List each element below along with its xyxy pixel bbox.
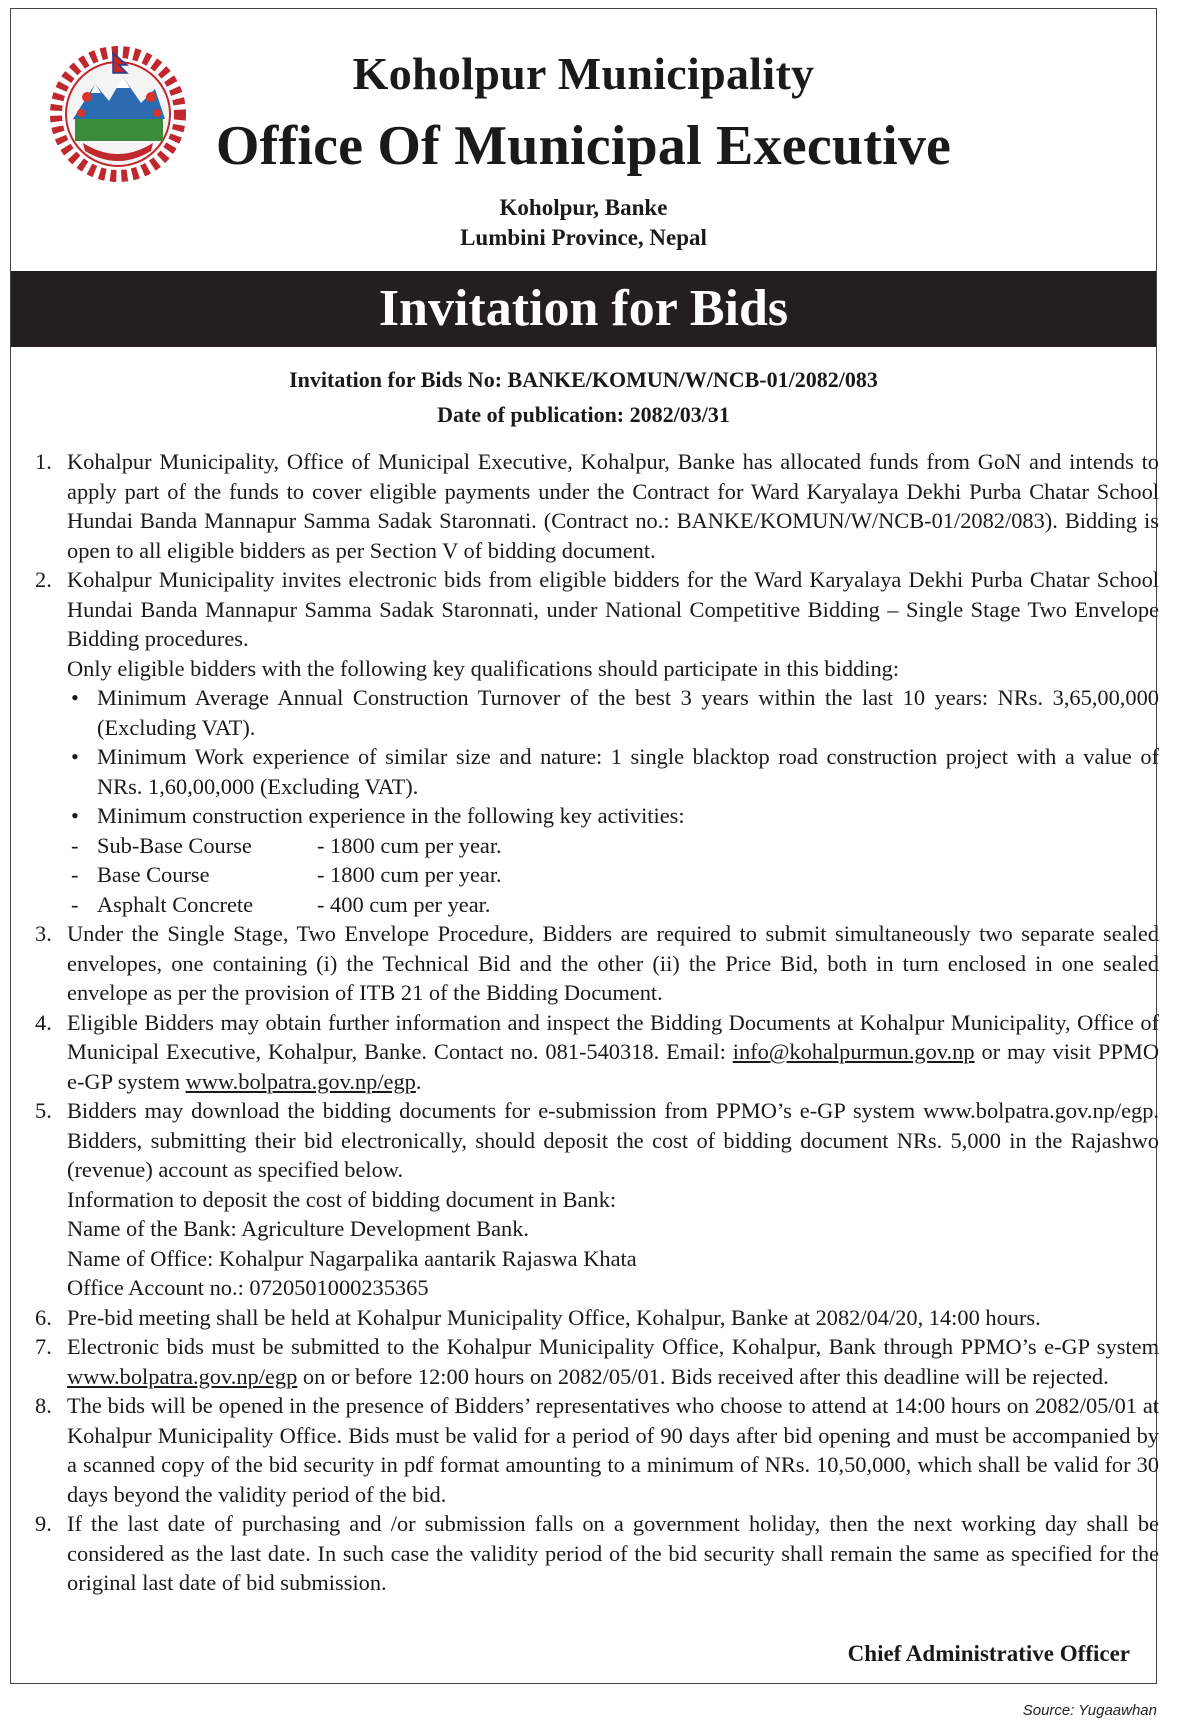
activity-row — [35, 860, 1159, 890]
activity-value: - 400 cum per year. — [317, 891, 491, 917]
bullet-text: Minimum Work experience of similar size and nature: 1 single blacktop road construction project with a value of NRs. 1,60,00,000 (Excluding VAT). — [97, 744, 1159, 799]
bank-name: Name of the Bank: Agriculture Development Bank. — [67, 1216, 529, 1241]
email-link[interactable]: info@kohalpurmun.gov.np — [732, 1039, 975, 1064]
bullet-icon: • — [71, 685, 79, 710]
activity-name: Base Course — [97, 862, 210, 887]
list-item — [35, 1332, 1159, 1391]
dash-marker: - — [71, 862, 79, 887]
publication-date: Date of publication: 2082/03/31 — [437, 402, 730, 427]
bullet-icon: • — [71, 803, 79, 828]
item-text: If the last date of purchasing and /or submission falls on a government holiday, then the next working day shall be considered as the last date. In such case the validity period of the bid security shall remain the same as specified for the original last date of bid submission. — [67, 1511, 1159, 1595]
qualification-bullet — [35, 801, 1159, 831]
activity-name: Asphalt Concrete — [97, 891, 254, 917]
dash-marker: - — [71, 891, 79, 917]
notice-frame — [10, 8, 1157, 1684]
item-number: 5. — [35, 1098, 52, 1123]
item-text: The bids will be opened in the presence of Bidders’ representatives who choose to attend at 14:00 hours on 2082/05/01 at Kohalpur Municipality Office. Bids must be valid for a period of 90 days after bid opening and must be accompanied by a scanned copy of the bid security in pdf format amounting to a minimum of NRs. 10,50,000, which shall be valid for 30 days beyond the validity period of the bid. — [67, 1393, 1159, 1507]
qualification-bullet — [35, 683, 1159, 742]
bank-office-name: Name of Office: Kohalpur Nagarpalika aantarik Rajaswa Khata — [67, 1245, 637, 1271]
item-number: 9. — [35, 1511, 52, 1536]
item-number: 1. — [35, 449, 52, 474]
list-item — [35, 565, 1159, 654]
item-text — [67, 1008, 1159, 1097]
qualification-bullet — [35, 742, 1159, 801]
list-item — [35, 1096, 1159, 1185]
list-item — [35, 1008, 1159, 1097]
item-number: 3. — [35, 921, 52, 946]
item-text-part: Eligible Bidders may obtain further information and inspect the Bidding Documents at Kohalpur Municipality, Office of Municipal Executive, Kohalpur, Banke. Contact no. 081-540318. Email: — [67, 1009, 1159, 1064]
list-item — [35, 447, 1159, 565]
item-number: 7. — [35, 1334, 52, 1359]
item-number: 6. — [35, 1304, 52, 1330]
activity-value: - 1800 cum per year. — [317, 832, 502, 858]
bullet-text: Minimum construction experience in the following key activities: — [97, 803, 685, 828]
item-text: Kohalpur Municipality invites electronic bids from eligible bidders for the Ward Karyalaya Dekhi Purba Chatar School Hundai Banda Mannapur Samma Sadak Staronnati, under National Competitive Bidding – Single Stage Two Envelope Bidding procedures. — [67, 567, 1159, 651]
item-number: 4. — [35, 1009, 52, 1035]
item-text: Kohalpur Municipality, Office of Municipal Executive, Kohalpur, Banke has allocated funds from GoN and intends to apply part of the funds to cover eligible payments under the Contract for Ward Karyalaya Dekhi Purba Chatar School Hundai Banda Mannapur Samma Sadak Staronnati. (Contract no.: BANKE/KOMUN/W/NCB-01/2082/083). Bidding is open to all eligible bidders as per Section V of bidding document. — [67, 449, 1159, 563]
source-credit: Source: Yugaawhan — [1022, 1702, 1157, 1719]
item-text: Bidders may download the bidding documents for e-submission from PPMO’s e-GP system www.bolpatra.gov.np/egp. Bidders, submitting their bid electronically, should deposit the cost of bidding document NRs. 5,000 in the Rajashwo (revenue) account as specified below. — [67, 1098, 1159, 1182]
activity-value: - 1800 cum per year. — [317, 862, 502, 887]
activity-row — [35, 831, 1159, 861]
item-text-part: Electronic bids must be submitted to the Kohalpur Municipality Office, Kohalpur, Bank through PPMO’s e-GP system — [67, 1334, 1159, 1359]
item-text-part: on or before 12:00 hours on 2082/05/01. Bids received after this deadline will be rejected. — [297, 1363, 1109, 1389]
bullet-text: Minimum Average Annual Construction Turnover of the best 3 years within the last 10 years: NRs. 3,65,00,000 (Excluding VAT). — [97, 685, 1159, 740]
list-item — [35, 1509, 1159, 1598]
list-item — [35, 919, 1159, 1008]
notice-title-banner: Invitation for Bids — [11, 271, 1156, 347]
activity-row — [35, 890, 1159, 920]
bank-account-number: Office Account no.: 0720501000235365 — [67, 1275, 429, 1300]
item-number: 2. — [35, 567, 52, 592]
item-text: Under the Single Stage, Two Envelope Procedure, Bidders are required to submit simultaneously two separate sealed envelopes, one containing (i) the Technical Bid and the other (ii) the Price Bid, both in turn enclosed in one sealed envelope as per the provision of ITB 21 of the Bidding Document. — [67, 921, 1159, 1005]
item-number: 8. — [35, 1393, 52, 1418]
list-item — [35, 1303, 1159, 1333]
item-text-part: or may visit PPMO e-GP system — [67, 1039, 1159, 1094]
notice-body — [35, 447, 1159, 1598]
item-text-part: . — [415, 1068, 422, 1094]
bullet-icon: • — [71, 744, 79, 769]
list-item — [35, 1391, 1159, 1509]
qualifications-intro: Only eligible bidders with the following key qualifications should participate in this bidding: — [67, 655, 900, 681]
activity-name: Sub-Base Course — [97, 832, 252, 858]
office-name: Office Of Municipal Executive — [215, 115, 952, 177]
item-text: Pre-bid meeting shall be held at Kohalpur Municipality Office, Kohalpur, Banke at 2082/04/20, 14:00 hours. — [67, 1304, 1041, 1330]
signature-title: Chief Administrative Officer — [847, 1641, 1130, 1666]
dash-marker: - — [71, 832, 79, 858]
address-line-1: Koholpur, Banke — [499, 195, 668, 220]
item-text — [67, 1332, 1159, 1391]
bank-info-heading: Information to deposit the cost of bidding document in Bank: — [67, 1186, 617, 1212]
municipality-name: Koholpur Municipality — [352, 48, 815, 99]
egp-link[interactable]: www.bolpatra.gov.np/egp — [67, 1363, 298, 1389]
ifb-number: Invitation for Bids No: BANKE/KOMUN/W/NCB-01/2082/083 — [289, 367, 878, 392]
address-line-2: Lumbini Province, Nepal — [460, 225, 707, 250]
egp-link[interactable]: www.bolpatra.gov.np/egp — [185, 1068, 416, 1094]
